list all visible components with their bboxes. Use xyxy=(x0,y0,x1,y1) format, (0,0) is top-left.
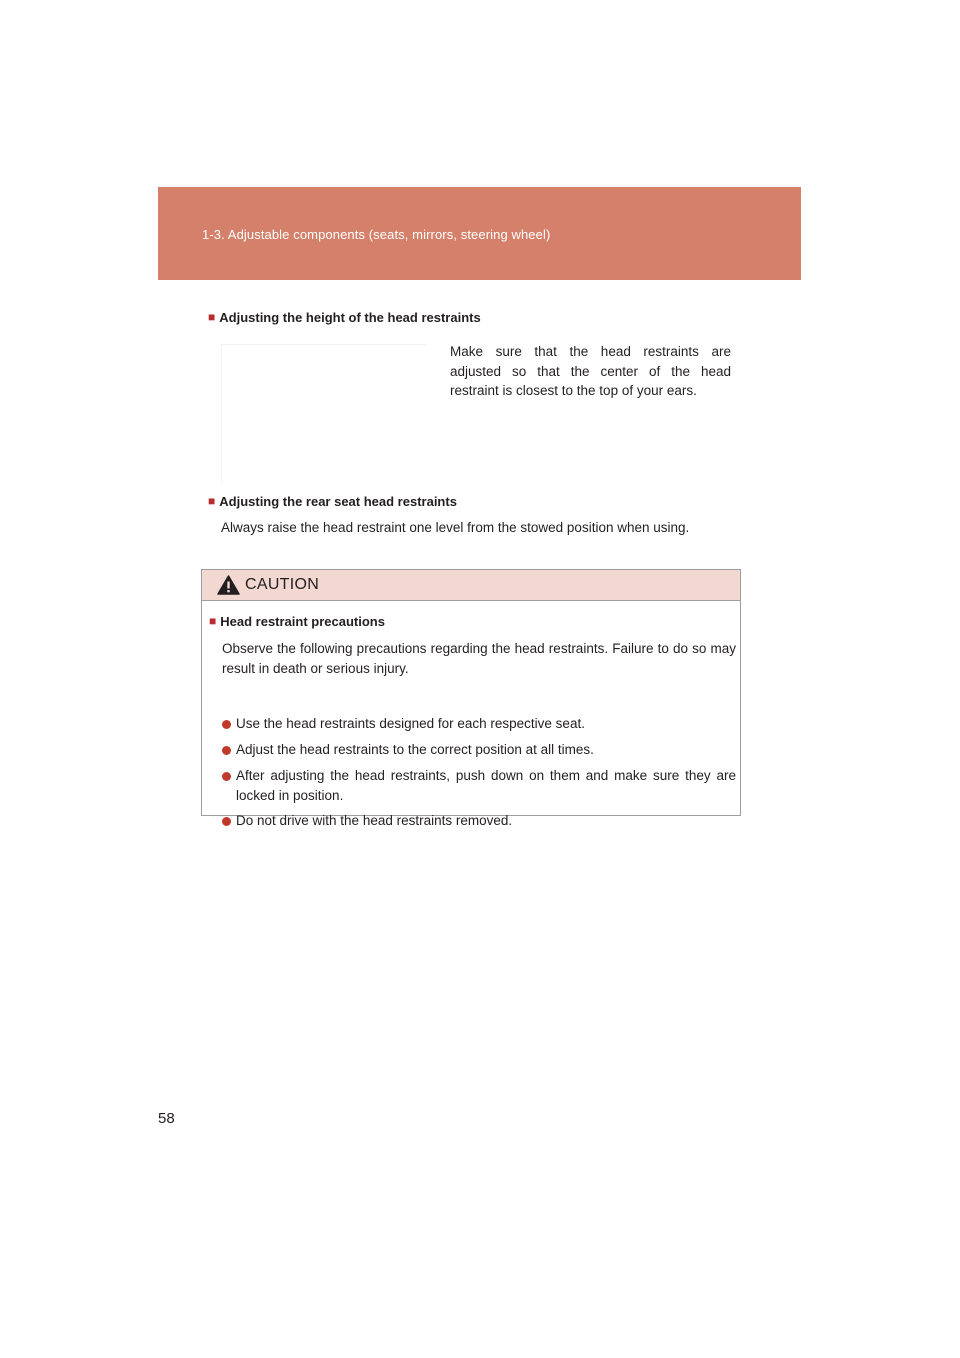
red-square-icon: ■ xyxy=(209,614,217,628)
section-heading-text: Adjusting the height of the head restraints xyxy=(219,310,481,325)
caution-label: CAUTION xyxy=(245,576,320,593)
caution-header xyxy=(202,570,740,601)
rear-restraint-instructions: Always raise the head restraint one level from the stowed position when using. xyxy=(221,520,690,535)
caution-item xyxy=(222,766,736,806)
head-restraint-illustration xyxy=(221,344,426,483)
warning-triangle-icon xyxy=(217,575,240,595)
red-square-icon: ■ xyxy=(208,494,216,508)
caution-item-text: Use the head restraints designed for each respective seat. xyxy=(236,716,585,731)
page-number: 58 xyxy=(158,1110,175,1127)
red-bullet-icon xyxy=(222,817,231,826)
caution-item xyxy=(222,740,736,760)
caution-item xyxy=(222,811,736,831)
figure-caption: Make sure that the head restraints are adjusted so that the center of the head restraint is closest to the top of your ears. xyxy=(450,344,731,398)
red-bullet-icon xyxy=(222,720,231,729)
caution-item-text: Adjust the head restraints to the correct position at all times. xyxy=(236,742,594,757)
section-heading-text: Adjusting the rear seat head restraints xyxy=(219,494,457,509)
caution-item-text: Do not drive with the head restraints removed. xyxy=(236,813,513,828)
caution-item-text: After adjusting the head restraints, push down on them and make sure they are locked in position. xyxy=(236,768,736,803)
section-heading-height xyxy=(208,310,481,325)
caution-box xyxy=(201,569,741,828)
caution-intro: Observe the following precautions regarding the head restraints. Failure to do so may result in death or serious injury. xyxy=(222,641,736,676)
section-title: 1-3. Adjustable components (seats, mirrors, steering wheel) xyxy=(202,227,551,242)
red-bullet-icon xyxy=(222,746,231,755)
caution-item xyxy=(222,714,736,734)
section-heading-rear xyxy=(208,494,457,509)
section-header-band xyxy=(158,187,801,280)
caution-heading xyxy=(209,614,385,629)
red-bullet-icon xyxy=(222,772,231,781)
caution-heading-text: Head restraint precautions xyxy=(220,614,385,629)
red-square-icon: ■ xyxy=(208,310,216,324)
